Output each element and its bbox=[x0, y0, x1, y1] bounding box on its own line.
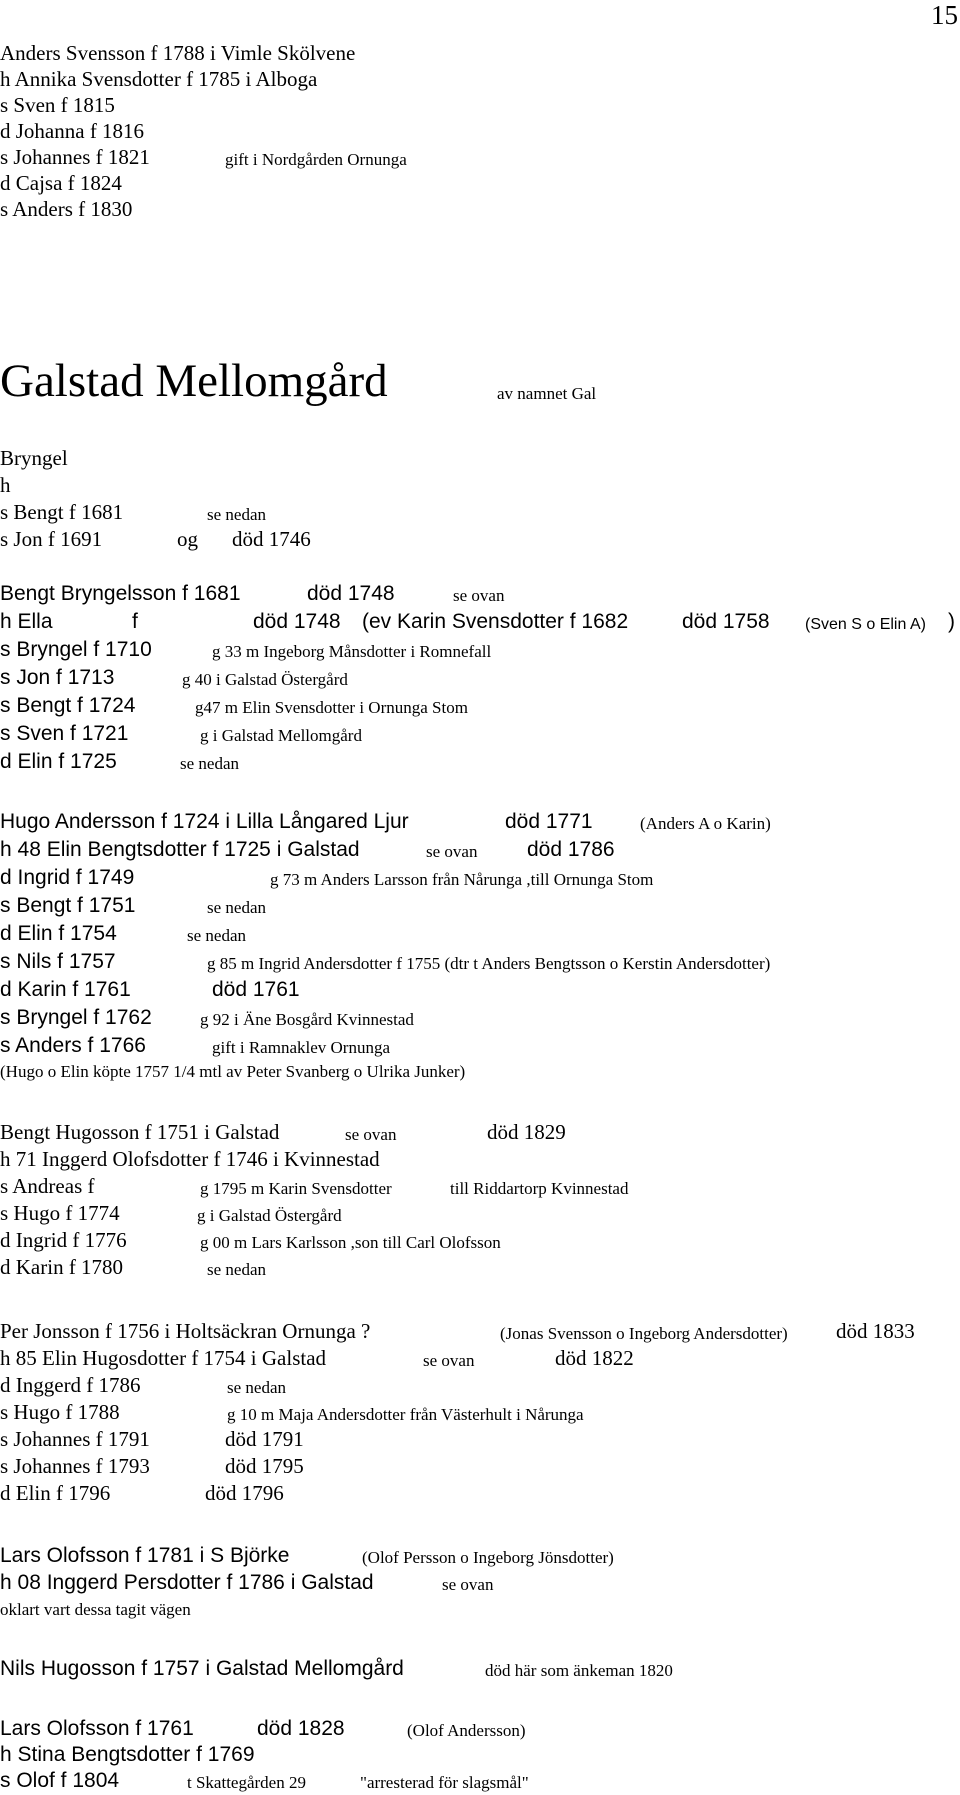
death-year: död 1828 bbox=[257, 1717, 345, 1740]
entry-line bbox=[0, 1451, 960, 1481]
child-note: g 10 m Maja Andersdotter från Västerhult i Nårunga bbox=[227, 1405, 584, 1424]
entry-line bbox=[0, 1225, 960, 1255]
entry-line bbox=[0, 524, 960, 554]
child-note: se nedan bbox=[207, 1260, 267, 1279]
child-line: s Hugo f 1788 bbox=[0, 1400, 120, 1424]
og-text: og bbox=[177, 527, 198, 551]
death-year: död 1829 bbox=[487, 1120, 566, 1144]
child-line: d Elin f 1754 bbox=[0, 922, 117, 945]
child-note: t Skattegården 29 bbox=[187, 1773, 306, 1792]
child-note: g i Galstad Mellomgård bbox=[200, 726, 362, 745]
entry-line bbox=[0, 1397, 960, 1427]
child-line: d Elin f 1796 bbox=[0, 1481, 111, 1505]
child-line: s Bengt f 1681 bbox=[0, 500, 124, 524]
spouse-line: h Ella bbox=[0, 610, 53, 633]
child-line: s Johannes f 1791 bbox=[0, 1427, 150, 1451]
child-note: se nedan bbox=[187, 926, 247, 945]
spouse-line: h 08 Inggerd Persdotter f 1786 i Galstad bbox=[0, 1571, 374, 1594]
entry-line bbox=[0, 1478, 960, 1508]
purchase-note: (Hugo o Elin köpte 1757 1/4 mtl av Peter Svanberg o Ulrika Junker) bbox=[0, 1062, 466, 1081]
child-line: s Olof f 1804 bbox=[0, 1769, 120, 1792]
entry-line bbox=[0, 862, 960, 892]
spouse-line: h 85 Elin Hugosdotter f 1754 i Galstad bbox=[0, 1346, 327, 1370]
entry-line bbox=[0, 1343, 960, 1373]
child-line: s Johannes f 1821 bbox=[0, 145, 150, 169]
child-line: s Johannes f 1793 bbox=[0, 1454, 150, 1478]
child-line: s Bryngel f 1710 bbox=[0, 638, 152, 661]
person-name: Bengt Hugosson f 1751 i Galstad bbox=[0, 1120, 280, 1144]
entry-line bbox=[0, 890, 960, 920]
entry-line bbox=[0, 634, 960, 664]
child-line: s Jon f 1691 bbox=[0, 527, 103, 551]
child-line: s Anders f 1830 bbox=[0, 197, 133, 221]
spouse-line: h bbox=[0, 473, 11, 497]
farm-title-note: av namnet Gal bbox=[497, 384, 597, 403]
child-line: d Ingrid f 1776 bbox=[0, 1228, 127, 1252]
page-number: 15 bbox=[931, 0, 958, 30]
entry-line bbox=[0, 1171, 960, 1201]
parents-note: (Olof Persson o Ingeborg Jönsdotter) bbox=[362, 1548, 614, 1567]
child-note: g 40 i Galstad Östergård bbox=[182, 670, 348, 689]
person-name: Bryngel bbox=[0, 446, 68, 470]
child-note: g 1795 m Karin Svensdotter bbox=[200, 1179, 392, 1198]
entry-note: se ovan bbox=[345, 1125, 397, 1144]
entry-line bbox=[0, 690, 960, 720]
entry-note: se ovan bbox=[442, 1575, 494, 1594]
entry-line bbox=[0, 718, 960, 748]
entry-line bbox=[0, 1252, 960, 1282]
entry-line bbox=[0, 578, 960, 608]
entry-note: se ovan bbox=[423, 1351, 475, 1370]
child-line: s Bengt f 1724 bbox=[0, 694, 136, 717]
entry-line bbox=[0, 497, 960, 527]
child-line: d Karin f 1761 bbox=[0, 978, 131, 1001]
entry-line bbox=[0, 1198, 960, 1228]
child-line: d Inggerd f 1786 bbox=[0, 1373, 141, 1397]
child-line: d Elin f 1725 bbox=[0, 750, 117, 773]
spouse-line: h 71 Inggerd Olofsdotter f 1746 i Kvinnestad bbox=[0, 1147, 380, 1171]
entry-line bbox=[0, 1316, 960, 1346]
child-note: gift i Ramnaklev Ornunga bbox=[212, 1038, 390, 1057]
entry-note: se ovan bbox=[426, 842, 478, 861]
person-name: Anders Svensson f 1788 i Vimle Skölvene bbox=[0, 41, 356, 65]
spouse-line: h Annika Svensdotter f 1785 i Alboga bbox=[0, 67, 318, 91]
person-name: Hugo Andersson f 1724 i Lilla Långared Ljur bbox=[0, 810, 409, 833]
child-line: s Hugo f 1774 bbox=[0, 1201, 120, 1225]
farm-title: Galstad Mellomgård bbox=[0, 355, 388, 407]
entry-line bbox=[0, 746, 960, 776]
entry-line bbox=[0, 918, 960, 948]
parents-note: (Anders A o Karin) bbox=[640, 814, 771, 833]
child-line: s Sven f 1815 bbox=[0, 93, 115, 117]
entry-line bbox=[0, 1653, 960, 1683]
child-line: d Ingrid f 1749 bbox=[0, 866, 135, 889]
death-year: död 1771 bbox=[505, 810, 593, 833]
entry-line bbox=[0, 974, 960, 1004]
person-name: Bengt Bryngelsson f 1681 bbox=[0, 582, 241, 605]
remark: oklart vart dessa tagit vägen bbox=[0, 1600, 191, 1619]
closing-paren: ) bbox=[948, 610, 955, 633]
entry-line bbox=[0, 443, 960, 473]
death-year: död 1748 bbox=[253, 610, 341, 633]
entry-line bbox=[0, 662, 960, 692]
entry-line bbox=[0, 606, 960, 636]
child-note: g i Galstad Östergård bbox=[197, 1206, 342, 1225]
child-note: se nedan bbox=[180, 754, 240, 773]
child-note: g 33 m Ingeborg Månsdotter i Romnefall bbox=[212, 642, 492, 661]
child-note-2: "arresterad för slagsmål" bbox=[360, 1773, 529, 1792]
child-line: s Bengt f 1751 bbox=[0, 894, 136, 917]
entry-line bbox=[0, 1370, 960, 1400]
person-name: Lars Olofsson f 1761 bbox=[0, 1717, 194, 1740]
entry-line bbox=[0, 1765, 960, 1795]
child-line: s Sven f 1721 bbox=[0, 722, 129, 745]
child-note: g 00 m Lars Karlsson ,son till Carl Olofsson bbox=[200, 1233, 501, 1252]
death-year: död 1761 bbox=[212, 978, 300, 1001]
death-year: död 1795 bbox=[225, 1454, 304, 1478]
entry-line bbox=[0, 946, 960, 976]
child-note: g 92 i Äne Bosgård Kvinnestad bbox=[200, 1010, 414, 1029]
entry-line bbox=[0, 1592, 960, 1622]
entry-line bbox=[0, 1117, 960, 1147]
death-year: död 1833 bbox=[836, 1319, 915, 1343]
child-line: s Anders f 1766 bbox=[0, 1034, 146, 1057]
person-name: Per Jonsson f 1756 i Holtsäckran Ornunga ? bbox=[0, 1319, 371, 1343]
parents-note: (Jonas Svensson o Ingeborg Andersdotter) bbox=[500, 1324, 788, 1343]
spouse-line: h 48 Elin Bengtsdotter f 1725 i Galstad bbox=[0, 838, 360, 861]
parents-note: (Sven S o Elin A) bbox=[805, 616, 926, 633]
spouse-alt: (ev Karin Svensdotter f 1682 bbox=[362, 610, 629, 633]
child-note-2: till Riddartorp Kvinnestad bbox=[450, 1179, 629, 1198]
child-note: g47 m Elin Svensdotter i Ornunga Stom bbox=[195, 698, 468, 717]
child-note: se nedan bbox=[207, 505, 267, 524]
entry-line bbox=[0, 806, 960, 836]
person-name: Nils Hugosson f 1757 i Galstad Mellomgård bbox=[0, 1657, 404, 1680]
death-year: död 1786 bbox=[527, 838, 615, 861]
death-year: död 1746 bbox=[232, 527, 311, 551]
farm-heading bbox=[0, 350, 960, 410]
death-year: död 1791 bbox=[225, 1427, 304, 1451]
entry-note: död här som änkeman 1820 bbox=[485, 1661, 673, 1680]
entry-line bbox=[0, 1054, 960, 1084]
entry-line bbox=[0, 194, 960, 224]
child-line: s Bryngel f 1762 bbox=[0, 1006, 152, 1029]
parents-note: (Olof Andersson) bbox=[407, 1721, 526, 1740]
entry-line bbox=[0, 1144, 960, 1174]
child-line: s Andreas f bbox=[0, 1174, 95, 1198]
entry-note: se ovan bbox=[453, 586, 505, 605]
death-year: död 1796 bbox=[205, 1481, 284, 1505]
child-note: g 85 m Ingrid Andersdotter f 1755 (dtr t Anders Bengtsson o Kerstin Andersdotter) bbox=[207, 954, 771, 973]
child-note: se nedan bbox=[227, 1378, 287, 1397]
child-line: s Nils f 1757 bbox=[0, 950, 116, 973]
child-line: d Johanna f 1816 bbox=[0, 119, 145, 143]
spouse-line: h Stina Bengtsdotter f 1769 bbox=[0, 1743, 255, 1766]
entry-line bbox=[0, 834, 960, 864]
entry-line bbox=[0, 1002, 960, 1032]
person-name: Lars Olofsson f 1781 i S Björke bbox=[0, 1544, 290, 1567]
entry-line bbox=[0, 1424, 960, 1454]
child-line: d Karin f 1780 bbox=[0, 1255, 124, 1279]
death-year: död 1822 bbox=[555, 1346, 634, 1370]
death-year: död 1758 bbox=[682, 610, 770, 633]
child-note: gift i Nordgården Ornunga bbox=[225, 150, 407, 169]
child-note: se nedan bbox=[207, 898, 267, 917]
child-note: g 73 m Anders Larsson från Nårunga ,till Ornunga Stom bbox=[270, 870, 654, 889]
child-line: s Jon f 1713 bbox=[0, 666, 115, 689]
entry-line bbox=[0, 1540, 960, 1570]
death-year: död 1748 bbox=[307, 582, 395, 605]
entry-line bbox=[0, 470, 960, 500]
spouse-f: f bbox=[132, 610, 138, 633]
child-line: d Cajsa f 1824 bbox=[0, 171, 122, 195]
